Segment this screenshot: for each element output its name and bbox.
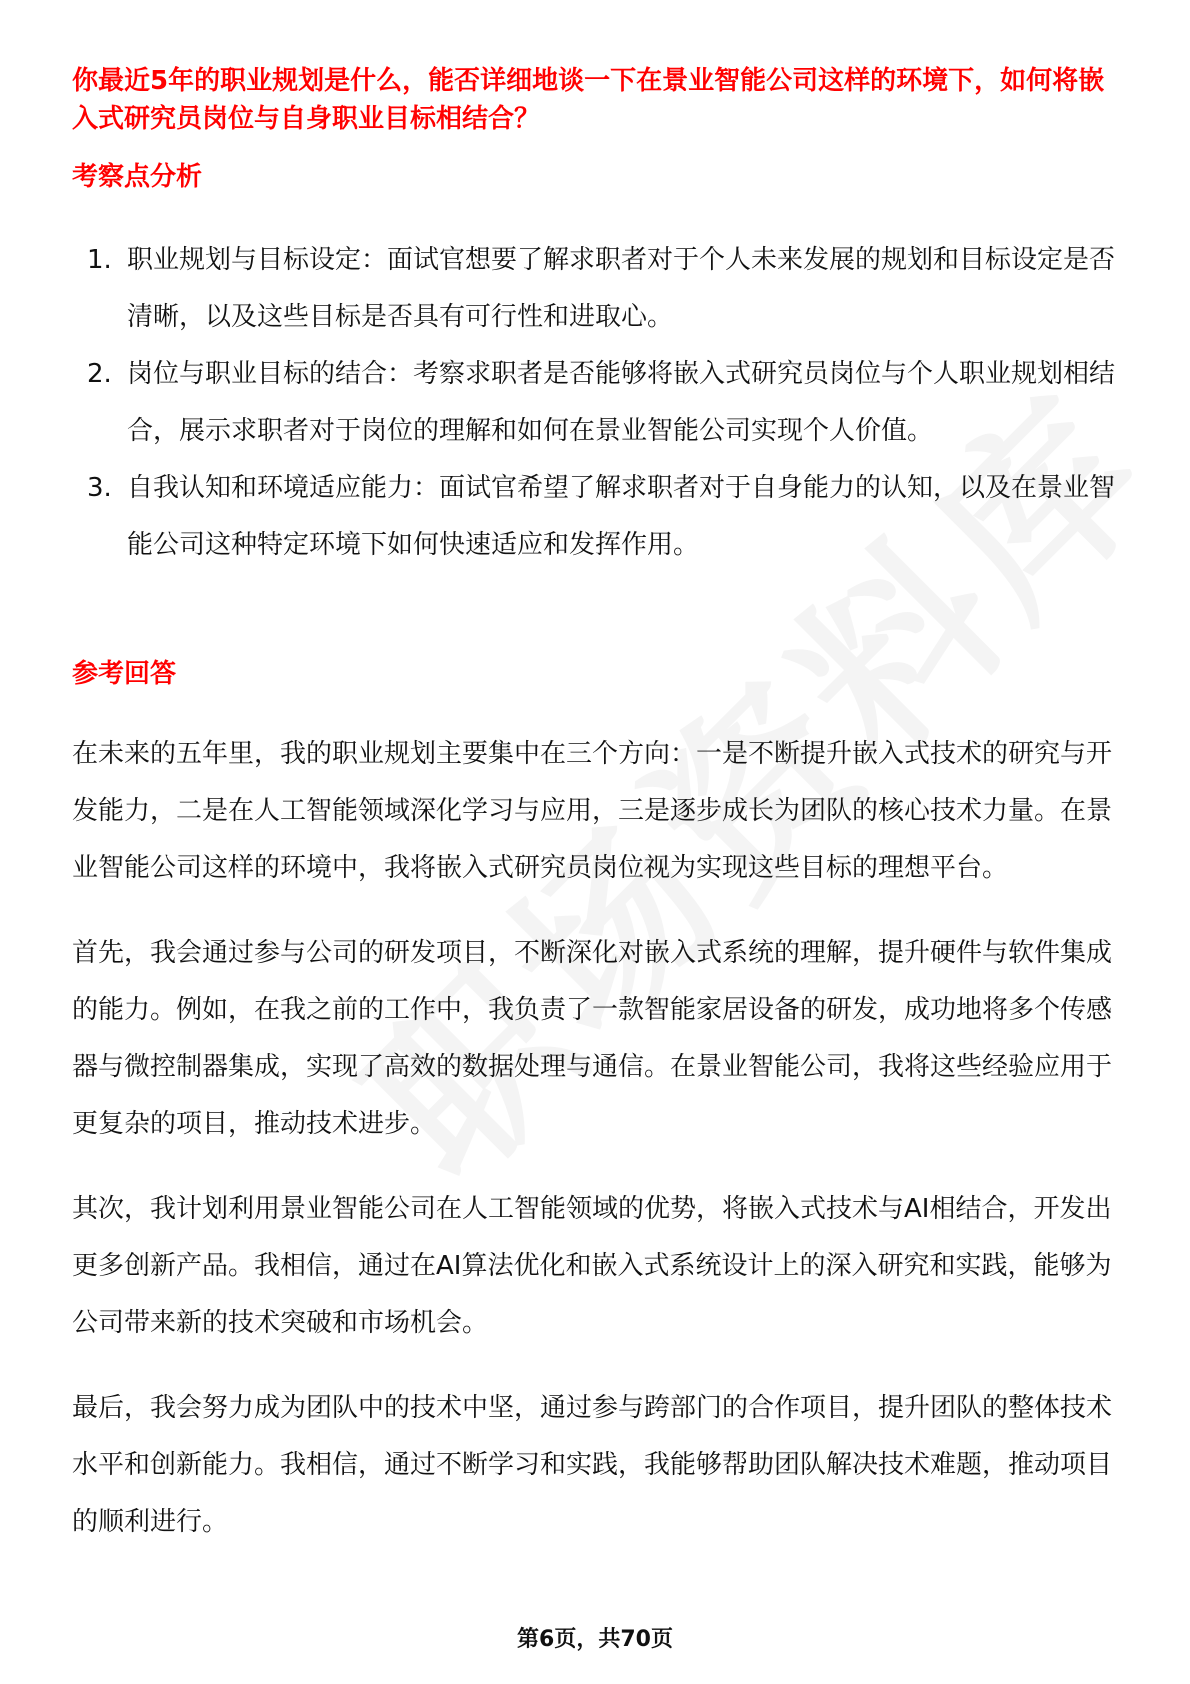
analysis-item-text: 自我认知和环境适应能力：面试官希望了解求职者对于自身能力的认知，以及在景业智能公司这种特定环境下如何快速适应和发挥作用。	[127, 473, 1116, 560]
analysis-item-text: 职业规划与目标设定：面试官想要了解求职者对于个人未来发展的规划和目标设定是否清晰，以及这些目标是否具有可行性和进取心。	[127, 245, 1116, 332]
analysis-item	[72, 346, 1122, 460]
analysis-list	[72, 232, 1122, 574]
analysis-item-number: 2.	[87, 359, 112, 389]
answer-body	[72, 726, 1122, 1579]
answer-paragraph: 其次，我计划利用景业智能公司在人工智能领域的优势，将嵌入式技术与AI相结合，开发出更多创新产品。我相信，通过在AI算法优化和嵌入式系统设计上的深入研究和实践，能够为公司带来新的技术突破和市场机会。	[72, 1194, 1112, 1338]
analysis-item	[72, 460, 1122, 574]
question-title: 你最近5年的职业规划是什么，能否详细地谈一下在景业智能公司这样的环境下，如何将嵌入式研究员岗位与自身职业目标相结合？	[72, 66, 1105, 134]
analysis-item	[72, 232, 1122, 346]
page-number-footer: 第6页，共70页	[517, 1627, 673, 1652]
analysis-item-number: 3.	[87, 473, 112, 503]
analysis-item-text: 岗位与职业目标的结合：考察求职者是否能够将嵌入式研究员岗位与个人职业规划相结合，展示求职者对于岗位的理解和如何在景业智能公司实现个人价值。	[127, 359, 1116, 446]
analysis-item-number: 1.	[87, 245, 112, 275]
analysis-section-title: 考察点分析	[72, 162, 203, 192]
answer-section-title: 参考回答	[72, 659, 177, 689]
answer-paragraph: 最后，我会努力成为团队中的技术中坚，通过参与跨部门的合作项目，提升团队的整体技术水平和创新能力。我相信，通过不断学习和实践，我能够帮助团队解决技术难题，推动项目的顺利进行。	[72, 1393, 1113, 1537]
answer-paragraph: 首先，我会通过参与公司的研发项目，不断深化对嵌入式系统的理解，提升硬件与软件集成的能力。例如，在我之前的工作中，我负责了一款智能家居设备的研发，成功地将多个传感器与微控制器集成，实现了高效的数据处理与通信。在景业智能公司，我将这些经验应用于更复杂的项目，推动技术进步。	[72, 938, 1113, 1139]
answer-paragraph: 在未来的五年里，我的职业规划主要集中在三个方向：一是不断提升嵌入式技术的研究与开发能力，二是在人工智能领域深化学习与应用，三是逐步成长为团队的核心技术力量。在景业智能公司这样的环境中，我将嵌入式研究员岗位视为实现这些目标的理想平台。	[72, 739, 1113, 883]
